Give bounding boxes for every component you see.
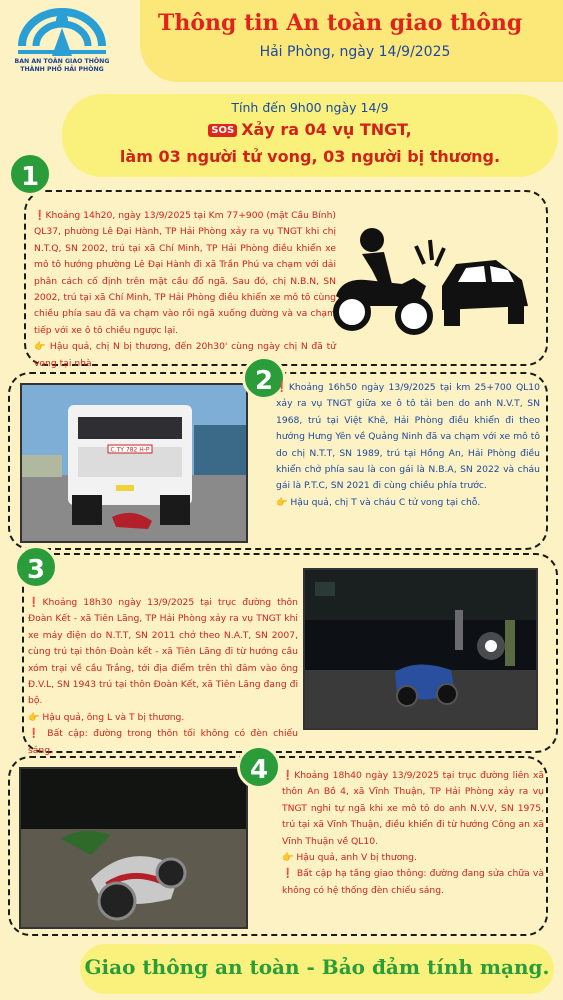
incident-1-text	[34, 208, 336, 372]
incident-4-description: Khoảng 18h40 ngày 13/9/2025 tại trục đường liên xã thôn An Bồ 4, xã Vĩnh Thuận, TP Hải Phòng xảy ra vụ TNGT nghi tự ngã khi xe mô tô do anh N.V.V, SN 1975, trú tại xã Vĩnh Thuận, điều khiển đi từ hướng Công an xã Vĩnh Thuận về QL10.	[282, 770, 544, 847]
incident-1-description: Khoảng 14h20, ngày 13/9/2025 tại Km 77+900 (mặt Cầu Bính) QL37, phường Lê Đại Hành, TP Hải Phòng xảy ra vụ TNGT khi chị N.T.Q, SN 2002, trú tại xã Chí Minh, TP Hải Phòng điều khiển xe mô tô hướng phường Lê Đại Hành đi xã Trần Phú va chạm với dải phân cách cố định trên mặt cầu đổ ngã. Sau đó, chị N.B.N, SN 2002, trú tại xã Chí Minh, TP Hải Phòng điều khiển xe mô tô cùng chiều phía sau đã va chạm vào rồi ngã xuống đường và va chạm tiếp với xe ô tô chiều ngược lại.	[34, 210, 336, 336]
night-scooter-accident-photo	[305, 570, 538, 730]
incident-3-number: 3	[14, 545, 58, 589]
incident-3-description: Khoảng 18h30 ngày 13/9/2025 tại trục đường thôn Đoàn Kết - xã Tiên Lãng, TP Hải Phòng xảy ra vụ TNGT khi xe máy điện do N.T.T, SN 2011 chở theo N.A.T, SN 2007, cùng trú tại thôn Đoàn kết - xã Tiên Lãng đi từ hướng cầu xóm trại về cầu Trắng, tới địa điểm trên thì đâm vào ông Đ.V.L, SN 1943 trú tại thôn Đoàn Kết, xã Tiên Lãng đang đi bộ.	[28, 597, 298, 707]
motorbike-car-collision-icon	[332, 226, 532, 344]
incident-4-consequence: Hậu quả, anh V bị thương.	[296, 852, 417, 864]
pointing-hand-icon: 👉	[28, 711, 40, 723]
exclamation-icon: ❗	[28, 728, 42, 740]
incident-1-number: 1	[8, 152, 52, 196]
incident-2-description: Khoảng 16h50 ngày 13/9/2025 tại km 25+700 QL10 xảy ra vụ TNGT giữa xe ô tô tải ben do anh N.V.T, SN 1968, trú tại Việt Khê, Hải Phòng điều khiển đi theo hướng Hưng Yên về Quảng Ninh đã va chạm với xe mô tô do chị N.T.T, SN 1989, trú tại Hồng An, Hải Phòng điều khiển chở phía sau là con gái là N.B.A, SN 2022 và cháu gái là P.T.C, SN 2021 đi cùng chiều phía trước.	[276, 382, 540, 492]
summary-line2: làm 03 người tử vong, 03 người bị thương.	[119, 147, 501, 166]
incident-4-deficiency: Bất cập hạ tầng giao thông: đường đang sửa chữa và không có hệ thống đèn chiếu sáng.	[282, 868, 544, 896]
exclamation-icon: ❗	[34, 210, 46, 221]
incident-3-deficiency: Bất cập: đường trong thôn tối không có đèn chiếu sáng.	[28, 728, 299, 756]
incident-4-photo	[19, 767, 248, 929]
truck-plate-text: C.TY 782 H-P	[110, 446, 150, 454]
pointing-hand-icon: 👉	[282, 852, 294, 864]
pointing-hand-icon: 👉	[34, 341, 47, 353]
exclamation-icon: ❗	[28, 597, 43, 608]
night-motorbike-fall-photo	[21, 769, 248, 929]
incident-4-number: 4	[237, 745, 281, 789]
exclamation-icon: ❗	[282, 868, 294, 880]
logo-org-line2: THÀNH PHỐ HẢI PHÒNG	[20, 66, 104, 73]
summary-line1: Xảy ra 04 vụ TNGT,	[241, 120, 412, 139]
incident-3-photo	[303, 568, 538, 730]
summary-time-note: Tính đến 9h00 ngày 14/9	[231, 100, 389, 115]
pointing-hand-icon: 👉	[276, 496, 288, 508]
incident-2-number: 2	[242, 356, 286, 400]
exclamation-icon: ❗	[282, 770, 295, 781]
incident-3-text	[28, 595, 298, 759]
incident-2-consequence: Hậu quả, chị T và cháu C tử vong tại chỗ.	[290, 496, 481, 508]
page-subtitle: Hải Phòng, ngày 14/9/2025	[259, 44, 451, 60]
incident-1-consequence: Hậu quả, chị N bị thương, đến 20h30' cùng ngày chị N đã tử vong tại nhà.	[34, 341, 336, 369]
footer-slogan: Giao thông an toàn - Bảo đảm tính mạng.	[84, 955, 550, 979]
logo-org-line1: BAN AN TOÀN GIAO THÔNG	[14, 58, 110, 65]
sos-icon: SOS	[208, 124, 237, 137]
traffic-safety-logo-icon	[14, 6, 110, 58]
truck-accident-photo	[22, 385, 248, 543]
page-title: Thông tin An toàn giao thông	[158, 10, 523, 36]
incident-4-text	[282, 768, 544, 899]
incident-3-consequence: Hậu quả, ông L và T bị thương.	[42, 711, 185, 723]
incident-2-text	[276, 380, 540, 511]
incident-2-photo	[20, 383, 248, 543]
exclamation-icon: ❗	[276, 382, 289, 393]
logo	[8, 6, 116, 82]
summary-headline	[62, 120, 558, 139]
